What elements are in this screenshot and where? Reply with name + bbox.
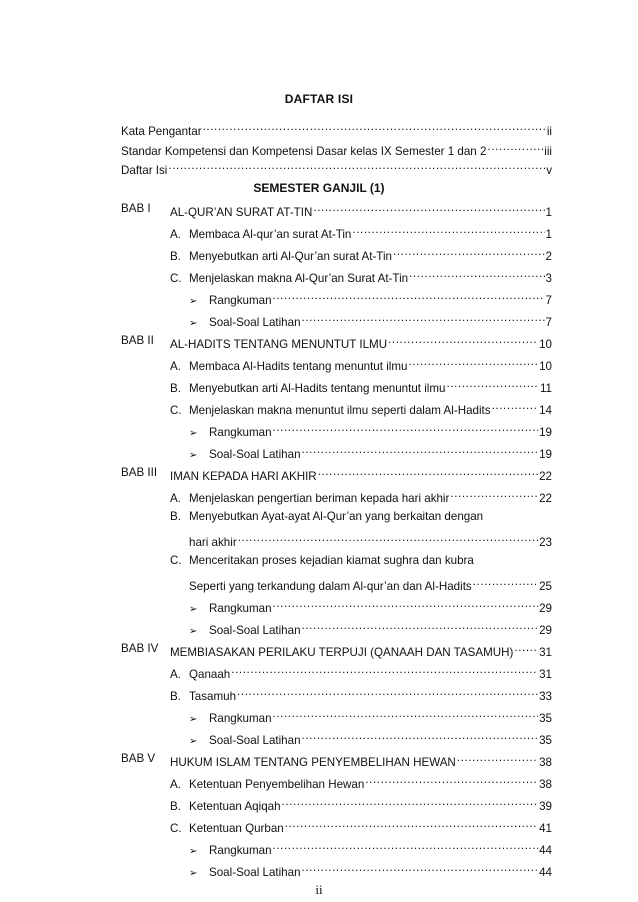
- chapter-label: BAB III: [121, 466, 158, 479]
- toc-subentry[interactable]: [170, 796, 552, 814]
- toc-page-number: 29: [539, 602, 552, 615]
- leader-dots: [450, 488, 538, 502]
- toc-page-number: 23: [539, 536, 552, 549]
- semester-heading: SEMESTER GANJIL (1): [253, 181, 385, 195]
- subentry-letter: C.: [170, 554, 182, 567]
- arrow-bullet-icon: ➢: [189, 296, 198, 307]
- toc-page-number: 29: [539, 624, 552, 637]
- subentry-letter: A.: [170, 668, 181, 681]
- toc-page-number: 7: [545, 294, 552, 307]
- toc-soal-latihan[interactable]: [189, 620, 552, 639]
- toc-page-number: 10: [539, 338, 552, 351]
- toc-subentry[interactable]: [170, 664, 552, 682]
- toc-page-number: 38: [539, 756, 552, 769]
- arrow-bullet-icon: ➢: [189, 428, 198, 439]
- leader-dots: [318, 466, 538, 480]
- chapter-title: IMAN KEPADA HARI AKHIR: [170, 470, 317, 483]
- arrow-bullet-icon: ➢: [189, 736, 198, 747]
- leader-dots: [313, 202, 544, 216]
- subentry-letter: B.: [170, 382, 181, 395]
- subentry-text: Menyebutkan Ayat-ayat Al-Qur’an yang berkaitan dengan: [189, 510, 484, 523]
- subentry-text: Qanaah: [189, 668, 231, 681]
- leader-dots: [447, 378, 539, 392]
- subentry-letter: B.: [170, 800, 181, 813]
- toc-chapter-5[interactable]: [170, 752, 552, 770]
- leader-dots: [365, 774, 538, 788]
- toc-page-number: 1: [545, 206, 552, 219]
- toc-entry-daftar-isi[interactable]: [121, 160, 552, 178]
- toc-page-number: 2: [545, 250, 552, 263]
- subentry-text: Soal-Soal Latihan: [209, 624, 301, 637]
- leader-dots: [302, 312, 545, 326]
- toc-subentry-line2[interactable]: [189, 576, 552, 594]
- toc-page-number: 22: [539, 470, 552, 483]
- toc-subentry[interactable]: [170, 488, 552, 506]
- chapter-label: BAB I: [121, 202, 151, 215]
- subentry-letter: C.: [170, 272, 182, 285]
- toc-subentry[interactable]: [170, 818, 552, 836]
- subentry-text: Rangkuman: [209, 426, 272, 439]
- toc-rangkuman[interactable]: [189, 290, 552, 309]
- subentry-text: Rangkuman: [209, 712, 272, 725]
- subentry-text: Soal-Soal Latihan: [209, 734, 301, 747]
- toc-page-number: 31: [539, 668, 552, 681]
- toc-soal-latihan[interactable]: [189, 312, 552, 331]
- toc-page-number: 33: [539, 690, 552, 703]
- subentry-letter: A.: [170, 228, 181, 241]
- subentry-text: Rangkuman: [209, 602, 272, 615]
- leader-dots: [352, 224, 544, 238]
- toc-subentry[interactable]: [170, 774, 552, 792]
- leader-dots: [514, 642, 538, 656]
- toc-page-number: 31: [539, 646, 552, 659]
- toc-rangkuman[interactable]: [189, 598, 552, 617]
- subentry-text: Rangkuman: [209, 844, 272, 857]
- toc-page-number: 1: [545, 228, 552, 241]
- toc-page-number: 35: [539, 734, 552, 747]
- leader-dots: [302, 862, 539, 876]
- toc-chapter-1[interactable]: [170, 202, 552, 220]
- toc-page-number: 35: [539, 712, 552, 725]
- leader-dots: [409, 268, 544, 282]
- subentry-text: Menjelaskan makna menuntut ilmu seperti dalam Al-Hadits: [189, 404, 491, 417]
- leader-dots: [273, 598, 539, 612]
- toc-chapter-3[interactable]: [170, 466, 552, 484]
- subentry-text: Ketentuan Aqiqah: [189, 800, 281, 813]
- toc-chapter-4[interactable]: [170, 642, 552, 660]
- subentry-letter: A.: [170, 778, 181, 791]
- subentry-text: Menyebutkan arti Al-Qur’an surat At-Tin: [189, 250, 392, 263]
- toc-chapter-2[interactable]: [170, 334, 552, 352]
- chapter-title: MEMBIASAKAN PERILAKU TERPUJI (QANAAH DAN TASAMUH): [170, 646, 514, 659]
- subentry-text: Soal-Soal Latihan: [209, 448, 301, 461]
- leader-dots: [273, 422, 539, 436]
- toc-subentry-line1[interactable]: [170, 510, 483, 524]
- subentry-text: Menjelaskan pengertian beriman kepada hari akhir: [189, 492, 450, 505]
- leader-dots: [302, 444, 539, 458]
- toc-subentry[interactable]: [170, 378, 552, 396]
- subentry-text: Membaca Al-Hadits tentang menuntut ilmu: [189, 360, 408, 373]
- leader-dots: [473, 576, 538, 590]
- subentry-text: Menyebutkan arti Al-Hadits tentang menuntut ilmu: [189, 382, 446, 395]
- toc-page-number: 11: [539, 382, 552, 395]
- toc-page-number: 19: [539, 448, 552, 461]
- toc-page-number: 25: [539, 580, 552, 593]
- toc-entry-text: Kata Pengantar: [121, 125, 202, 138]
- subentry-text: hari akhir: [189, 536, 237, 549]
- toc-page-number: 44: [539, 844, 552, 857]
- subentry-letter: B.: [170, 250, 181, 263]
- toc-page-number: iii: [544, 145, 552, 158]
- leader-dots: [388, 334, 538, 348]
- subentry-text: Ketentuan Penyembelihan Hewan: [189, 778, 365, 791]
- subentry-text: Rangkuman: [209, 294, 272, 307]
- leader-dots: [273, 840, 539, 854]
- subentry-letter: C.: [170, 822, 182, 835]
- toc-page-number: 38: [539, 778, 552, 791]
- arrow-bullet-icon: ➢: [189, 846, 198, 857]
- arrow-bullet-icon: ➢: [189, 604, 198, 615]
- leader-dots: [408, 356, 538, 370]
- toc-page-number: 44: [539, 866, 552, 879]
- toc-subentry[interactable]: [170, 356, 552, 374]
- toc-soal-latihan[interactable]: [189, 730, 552, 749]
- toc-rangkuman[interactable]: [189, 708, 552, 727]
- toc-page-number: 41: [539, 822, 552, 835]
- subentry-text: Membaca Al-qur’an surat At-Tin: [189, 228, 352, 241]
- footer-page-number: ii: [315, 882, 323, 897]
- toc-page-number: 19: [539, 426, 552, 439]
- leader-dots: [285, 818, 538, 832]
- toc-rangkuman[interactable]: [189, 840, 552, 859]
- chapter-title: HUKUM ISLAM TENTANG PENYEMBELIHAN HEWAN: [170, 756, 456, 769]
- subentry-text: Soal-Soal Latihan: [209, 316, 301, 329]
- page-title: DAFTAR ISI: [284, 92, 354, 106]
- toc-page-number: v: [546, 164, 552, 177]
- toc-subentry[interactable]: [170, 224, 552, 242]
- toc-page-number: 10: [539, 360, 552, 373]
- toc-subentry[interactable]: [170, 400, 552, 418]
- leader-dots: [168, 160, 545, 174]
- leader-dots: [487, 141, 543, 155]
- chapter-label: BAB IV: [121, 642, 159, 655]
- arrow-bullet-icon: ➢: [189, 318, 198, 329]
- leader-dots: [457, 752, 538, 766]
- leader-dots: [282, 796, 539, 810]
- toc-page-number: 3: [545, 272, 552, 285]
- subentry-letter: A.: [170, 360, 181, 373]
- subentry-text: Menjelaskan makna Al-Qur’an Surat At-Tin: [189, 272, 409, 285]
- chapter-label: BAB V: [121, 752, 156, 765]
- leader-dots: [273, 290, 545, 304]
- subentry-text: Seperti yang terkandung dalam Al-qur’an dan Al-Hadits: [189, 580, 472, 593]
- toc-subentry-line1[interactable]: [170, 554, 474, 568]
- leader-dots: [203, 121, 546, 135]
- leader-dots: [302, 730, 539, 744]
- toc-page-number: 22: [539, 492, 552, 505]
- toc-page-number: 14: [539, 404, 552, 417]
- leader-dots: [302, 620, 539, 634]
- toc-subentry[interactable]: [170, 686, 552, 704]
- subentry-letter: B.: [170, 690, 181, 703]
- leader-dots: [238, 532, 538, 546]
- leader-dots: [273, 708, 539, 722]
- toc-subentry-line2[interactable]: [189, 532, 552, 550]
- toc-entry-text: Daftar Isi: [121, 164, 168, 177]
- subentry-text: Tasamuh: [189, 690, 237, 703]
- toc-page-number: 39: [539, 800, 552, 813]
- subentry-text: Menceritakan proses kejadian kiamat sughra dan kubra: [189, 554, 474, 567]
- toc-soal-latihan[interactable]: [189, 444, 552, 463]
- toc-soal-latihan[interactable]: [189, 862, 552, 881]
- toc-page-number: 7: [545, 316, 552, 329]
- toc-subentry[interactable]: [170, 268, 552, 286]
- toc-page-number: ii: [546, 125, 552, 138]
- leader-dots: [231, 664, 538, 678]
- arrow-bullet-icon: ➢: [189, 868, 198, 879]
- subentry-letter: A.: [170, 492, 181, 505]
- arrow-bullet-icon: ➢: [189, 626, 198, 637]
- chapter-title: AL-HADITS TENTANG MENUNTUT ILMU: [170, 338, 388, 351]
- toc-subentry[interactable]: [170, 246, 552, 264]
- subentry-letter: C.: [170, 404, 182, 417]
- subentry-text: Ketentuan Qurban: [189, 822, 284, 835]
- subentry-letter: B.: [170, 510, 181, 523]
- toc-entry-kata-pengantar[interactable]: [121, 121, 552, 139]
- leader-dots: [393, 246, 545, 260]
- arrow-bullet-icon: ➢: [189, 450, 198, 461]
- toc-entry-text: Standar Kompetensi dan Kompetensi Dasar kelas IX Semester 1 dan 2: [121, 145, 487, 158]
- leader-dots: [492, 400, 539, 414]
- chapter-label: BAB II: [121, 334, 154, 347]
- chapter-title: AL-QUR’AN SURAT AT-TIN: [170, 206, 313, 219]
- toc-entry-standar-kompetensi[interactable]: [121, 141, 552, 159]
- leader-dots: [237, 686, 538, 700]
- arrow-bullet-icon: ➢: [189, 714, 198, 725]
- toc-rangkuman[interactable]: [189, 422, 552, 441]
- subentry-text: Soal-Soal Latihan: [209, 866, 301, 879]
